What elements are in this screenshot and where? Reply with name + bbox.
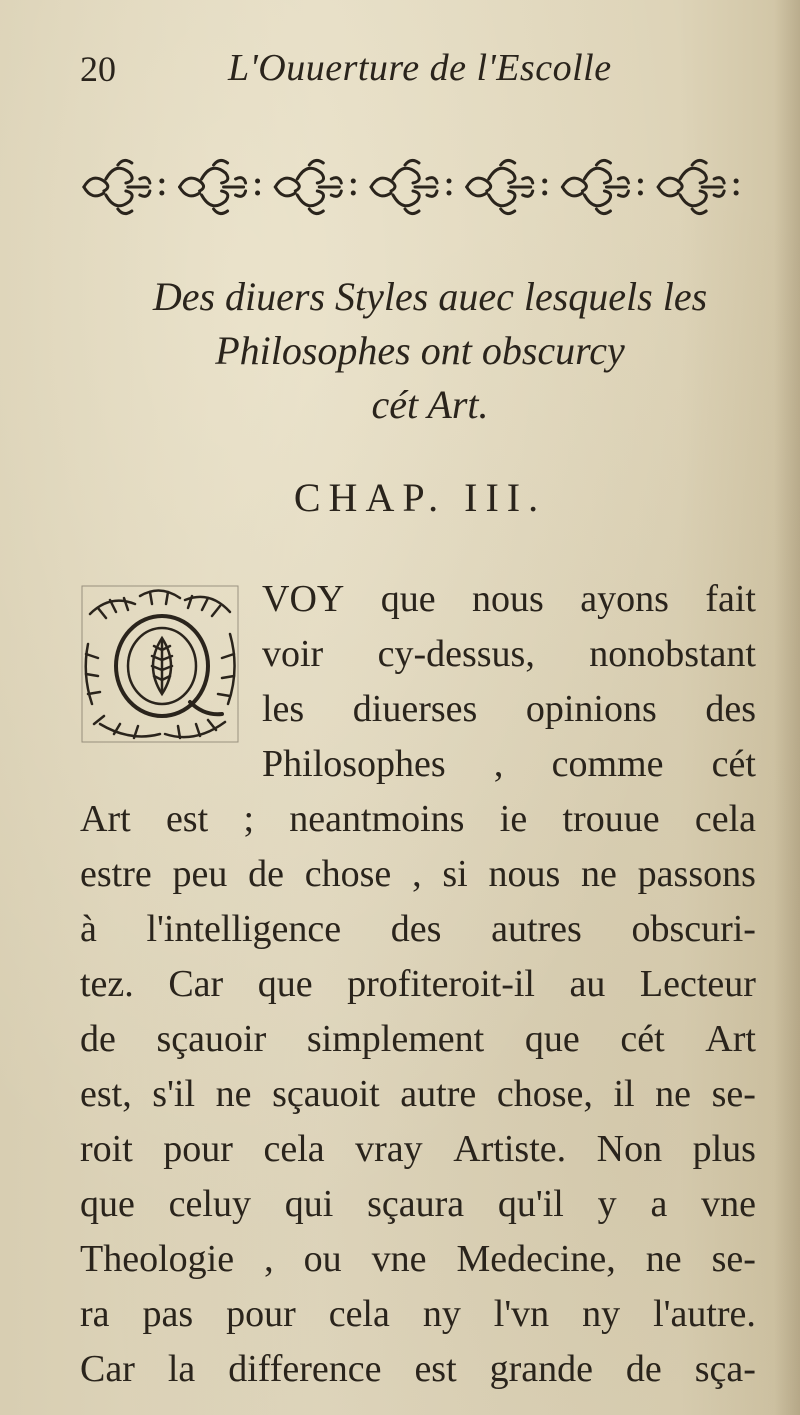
text-line: Car la difference est grande de sça- — [80, 1348, 756, 1390]
text-line: ra pas pour cela ny l'vn ny l'autre. — [80, 1293, 756, 1335]
text-line: estre peu de chose , si nous ne passons — [80, 853, 756, 895]
chapter-title — [80, 270, 760, 432]
chapter-title-line: Philosophes ont obscurcy — [215, 328, 625, 373]
text-line: tez. Car que profiteroit-il au Lecteur — [80, 963, 756, 1005]
text-line: Philosophes , comme cét — [262, 743, 756, 785]
body-text — [80, 572, 756, 1397]
text-line: voir cy-dessus, nonobstant — [262, 633, 756, 675]
chapter-title-line: Des diuers Styles auec lesquels les — [152, 274, 708, 319]
fleuron-icon — [562, 160, 628, 213]
separator-dot — [351, 179, 356, 184]
separator-dot — [734, 179, 739, 184]
page-number: 20 — [80, 49, 116, 89]
fleuron-icon — [467, 160, 533, 213]
fleuron-icon — [275, 160, 341, 213]
text-line: Art est ; neantmoins ie trouue cela — [80, 798, 756, 840]
text-line: que celuy qui sçaura qu'il y a vne — [80, 1183, 756, 1225]
separator-dot — [447, 179, 452, 184]
text-line: les diuerses opinions des — [262, 688, 756, 730]
fleuron-icon — [84, 160, 150, 213]
separator-dot — [159, 179, 164, 184]
text-line: est, s'il ne sçauoit autre chose, il ne se- — [80, 1073, 756, 1115]
fleuron-icon — [658, 160, 724, 213]
separator-dot — [447, 191, 452, 196]
fleuron-icon — [180, 160, 246, 213]
separator-dot — [255, 191, 260, 196]
fleuron-icon — [371, 160, 437, 213]
text-line: de sçauoir simplement que cét Art — [80, 1018, 756, 1060]
running-head — [80, 40, 710, 100]
separator-dot — [734, 191, 739, 196]
text-line: Theologie , ou vne Medecine, ne se- — [80, 1238, 756, 1280]
chapter-title-line: cét Art. — [371, 382, 489, 427]
fleuron-band-icon — [80, 152, 750, 222]
separator-dot — [638, 179, 643, 184]
separator-dot — [638, 191, 643, 196]
running-title: L'Ouuerture de l'Escolle — [228, 47, 612, 89]
separator-dot — [542, 191, 547, 196]
separator-dot — [542, 179, 547, 184]
separator-dot — [351, 191, 356, 196]
text-line: roit pour cela vray Artiste. Non plus — [80, 1128, 756, 1170]
text-line: VOY que nous ayons fait — [262, 578, 756, 620]
chapter-label: CHAP. III. — [293, 475, 547, 520]
text-line: à l'intelligence des autres obscuri- — [80, 908, 756, 950]
separator-dot — [255, 179, 260, 184]
separator-dot — [159, 191, 164, 196]
